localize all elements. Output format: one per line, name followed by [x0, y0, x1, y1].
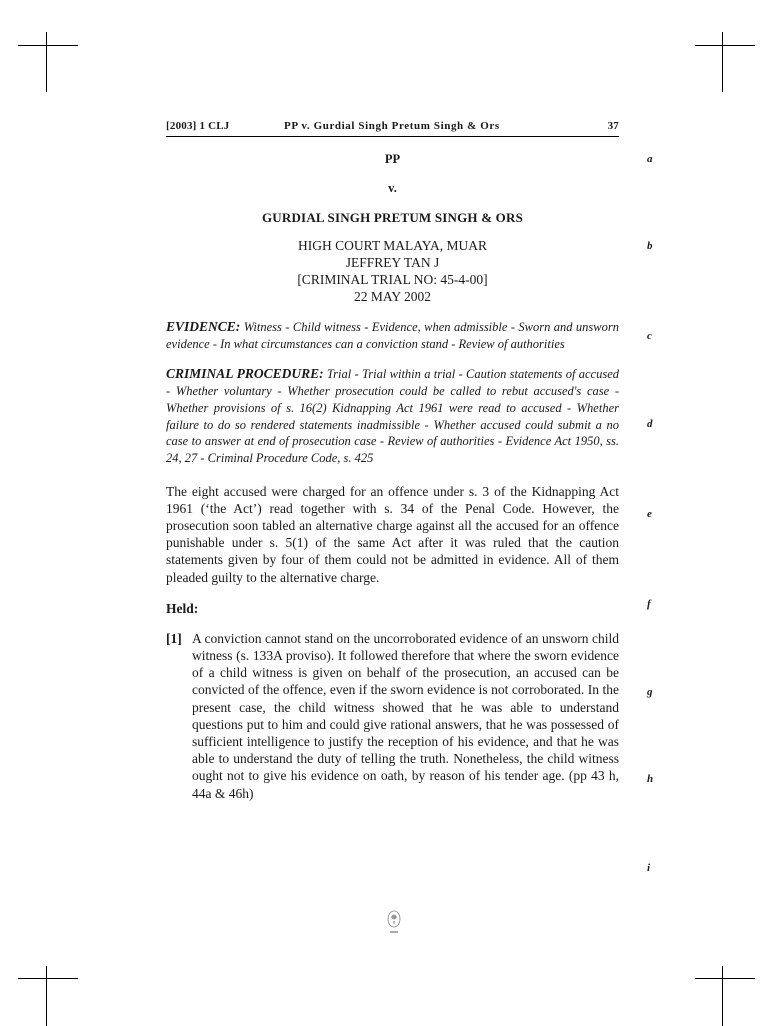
header-case-name: PP v. Gurdial Singh Pretum Singh & Ors: [284, 120, 500, 132]
trial-number: [CRIMINAL TRIAL NO: 45-4-00]: [297, 272, 488, 287]
page-number: 37: [607, 120, 619, 132]
crop-mark: [722, 966, 723, 1026]
margin-letter: i: [647, 862, 651, 874]
versus: v.: [388, 181, 397, 195]
catchword-text: Witness - Child witness - Evidence, when admissible - Sworn and unsworn evidence - In what circumstances can a conviction stand - Review of authorities: [166, 320, 619, 351]
catchword-label: CRIMINAL PROCEDURE:: [166, 366, 324, 382]
margin-letter: b: [647, 240, 653, 252]
held-heading: Held:: [166, 600, 199, 616]
crop-mark: [18, 45, 78, 46]
margin-letter: c: [647, 330, 652, 342]
crop-mark: [18, 978, 78, 979]
court-block: [166, 237, 619, 305]
catchword-text: Trial - Trial within a trial - Caution statements of accused - Whether voluntary - Whether prosecution could be called to rebut accused's case - Whether provisions of s. 16(2) Kidnapping Act 1961 were read to accused - Whether failure to do so rendered statements inadmissible - Whether accused could submit a no case to answer at end of prosecution case - Review of authorities - Evidence Act 1950, ss. 24, 27 - Criminal Procedure Code, s. 425: [166, 367, 620, 465]
crop-mark: [46, 966, 47, 1026]
header-citation: [2003] 1 CLJ: [166, 120, 230, 132]
running-header: [166, 120, 619, 137]
held-item-text: A conviction cannot stand on the uncorroborated evidence of an unsworn child witness (s. 133A proviso). It followed therefore that where the sworn evidence of a child witness is given on behalf of the prosecution, an accused can be convicted of the offence, even if the sworn evidence is not corroborated. In the present case, the child witness showed that he was able to understand questions put to him and could give rational answers, that he was possessed of sufficient intelligence to justify the reception of his evidence, and that he was able to understand the duty of telling the truth. Nonetheless, the child witness ought not to give his evidence on oath, by reason of his tender age. (pp 43 h, 44a & 46h): [192, 630, 619, 801]
plaintiff-name: PP: [384, 152, 401, 166]
case-summary: The eight accused were charged for an offence under s. 3 of the Kidnapping Act 1961 (‘the Act’) read together with s. 34 of the Penal Code. However, the prosecution soon tabled an alternative charge against all the accused for an offence punishable under s. 5(1) of the same Act after it was ruled that the caution statements given by four of them could not be admitted in evidence. All of them pleaded guilty to the alternative charge.: [166, 483, 619, 585]
crop-mark: [722, 32, 723, 92]
held-item-number: [1]: [166, 630, 182, 646]
margin-letter: a: [647, 153, 653, 165]
crop-mark: [46, 32, 47, 92]
court-name: HIGH COURT MALAYA, MUAR: [298, 238, 487, 253]
page-body: [166, 148, 619, 802]
margin-letter: g: [647, 686, 653, 698]
catchword-evidence: [166, 319, 619, 352]
defendant-name: GURDIAL SINGH PRETUM SINGH & ORS: [261, 210, 524, 225]
catchword-label: EVIDENCE:: [166, 319, 241, 334]
judge-name: JEFFREY TAN J: [345, 255, 440, 270]
margin-letter: h: [647, 773, 654, 785]
catchword-criminal-procedure: [166, 366, 619, 466]
margin-letter: d: [647, 418, 653, 430]
held-item: [166, 630, 619, 802]
margin-letter: e: [647, 508, 652, 520]
publisher-seal-icon: [384, 908, 404, 938]
crop-mark: [695, 45, 755, 46]
margin-letter: f: [647, 598, 651, 610]
crop-mark: [695, 978, 755, 979]
decision-date: 22 MAY 2002: [353, 289, 431, 304]
